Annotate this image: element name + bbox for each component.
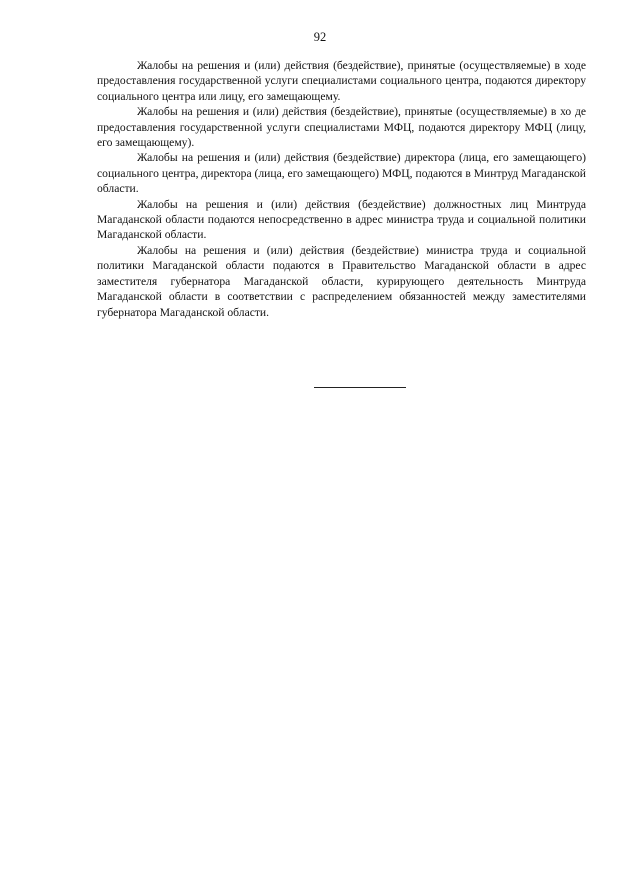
page-number: 92	[313, 30, 327, 44]
paragraph-complaints-social-center: Жалобы на решения и (или) действия (бездействие), принятые (осуществляемые) в ходе предоставления государственной услуги специалистами социального центра, подаются директору социального центра или лицу, его замещающему.	[97, 59, 586, 103]
end-of-text-divider	[314, 387, 406, 388]
paragraph-complaints-officials: Жалобы на решения и (или) действия (бездействие) должностных лиц Минтруда Магаданской области подаются непосредственно в адрес министра труда и социальной политики Магаданской области.	[97, 197, 586, 242]
document-body	[97, 58, 586, 320]
paragraph-complaints-directors: Жалобы на решения и (или) действия (бездействие) директора (лица, его замещающего) социального центра, директора (лица, его замещающего) МФЦ, подаются в Минтруд Магаданской области.	[97, 151, 586, 196]
paragraph-complaints-mfc: Жалобы на решения и (или) действия (бездействие), принятые (осуществляемые) в хо де предоставления государственной услуги специалистами МФЦ, подаются директору МФЦ (лицу, его замещающему).	[97, 105, 586, 150]
paragraph-complaints-minister: Жалобы на решения и (или) действия (бездействие) министра труда и социальной политики Магаданской области подаются в Правительство Магаданской области в адрес заместителя губернатора Магаданской области, курирующего деятельность Минтруда Магаданской области в соответствии с распределением обязанностей между заместителями губернатора Магаданской области.	[97, 243, 586, 319]
